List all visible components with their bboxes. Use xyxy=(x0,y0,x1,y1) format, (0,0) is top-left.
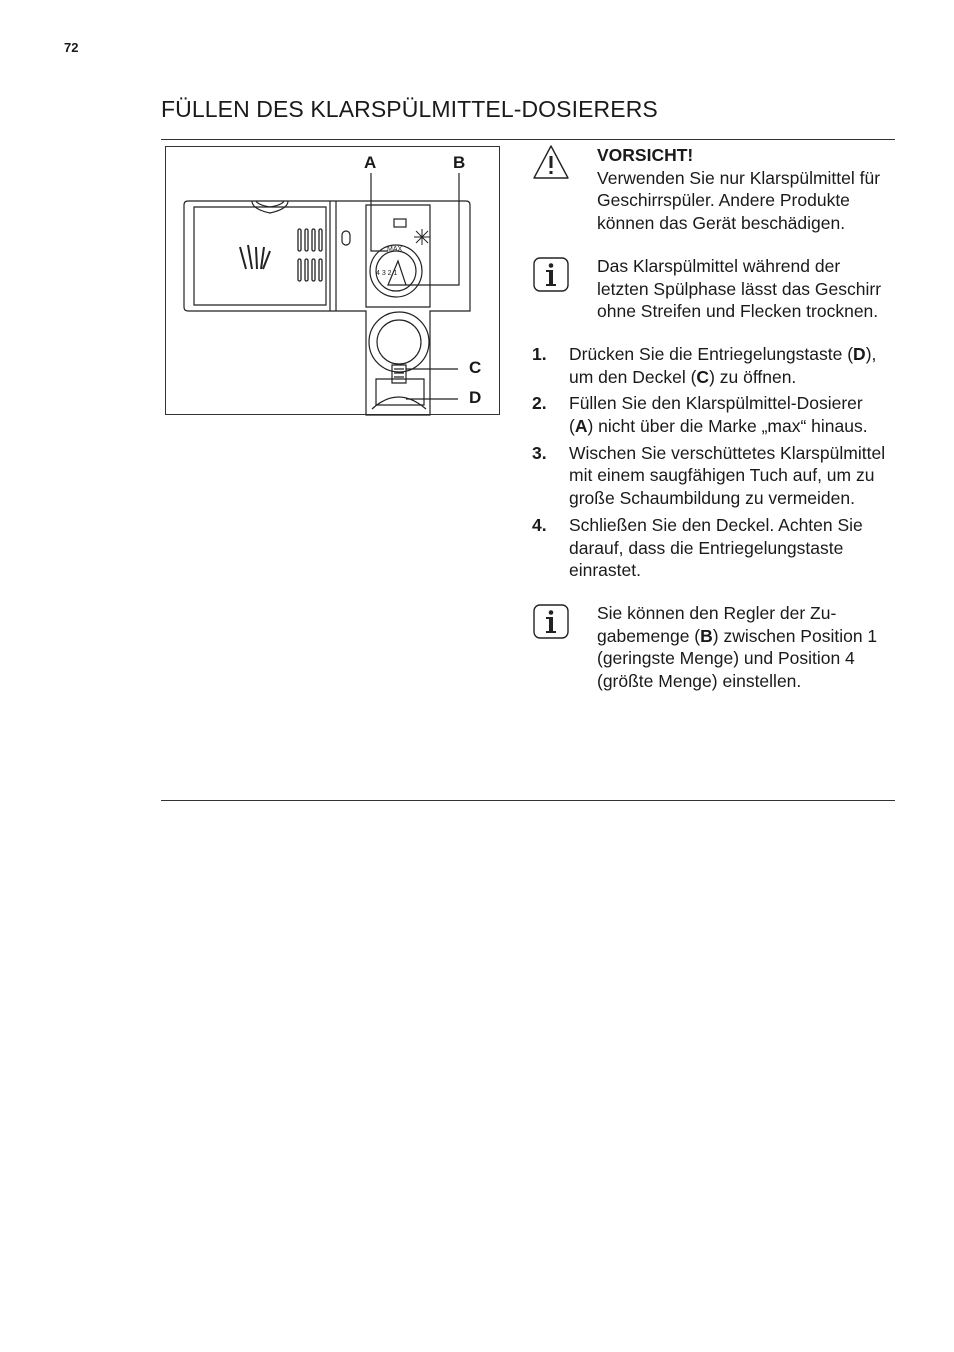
page-number: 72 xyxy=(64,40,79,55)
section-title: FÜLLEN DES KLARSPÜLMITTEL-DOSIERERS xyxy=(161,96,658,122)
step-item: 1. Drücken Sie die Entriegelungstaste (D), um den Deckel (C) zu öffnen. xyxy=(532,343,877,387)
warning-triangle-icon xyxy=(532,144,570,180)
info-notice-1 xyxy=(532,255,888,323)
warning-text: Verwenden Sie nur Klarspülmittel für Geschirrspüler. Andere Produkte können das Gerät beschädigen. xyxy=(597,167,881,234)
info-icon xyxy=(532,604,570,640)
warning-notice xyxy=(532,144,888,235)
figure-label-c: C xyxy=(469,358,482,377)
dispenser-drawing xyxy=(166,147,501,416)
step-number: 1. xyxy=(532,343,547,364)
figure-label-b: B xyxy=(453,153,466,172)
step-number: 2. xyxy=(532,393,547,414)
instructions-column xyxy=(532,144,888,713)
top-divider xyxy=(161,139,895,140)
instruction-steps xyxy=(532,343,888,582)
info-text-1: Das Klarspülmittel während der letzten Spülphase lässt das Geschirr ohne Streifen und Flecken trocknen. xyxy=(597,255,882,322)
step-item: 3. Wischen Sie verschüttetes Klarspülmittel mit einem saugfähigen Tuch auf, um zu große Schaumbildung zu vermeiden. xyxy=(532,442,886,509)
dial-number-text: 4 3 2 1 xyxy=(376,270,398,277)
step-number: 4. xyxy=(532,514,547,535)
step-item: 2. Füllen Sie den Klarspülmittel-Dosierer (A) nicht über die Marke „max“ hinaus. xyxy=(532,393,868,437)
step-item: 4. Schließen Sie den Deckel. Achten Sie darauf, dass die Entriegelungstaste einrastet. xyxy=(532,514,863,581)
warning-heading: VORSICHT! xyxy=(597,145,694,165)
info-notice-2: Sie können den Regler der Zugabemenge (B) zwischen Position 1 (geringste Menge) und Position 4 (größte Menge) einstellen. xyxy=(532,602,888,693)
dispenser-illustration xyxy=(165,146,500,415)
step-number: 3. xyxy=(532,442,547,463)
figure-label-d: D xyxy=(469,388,482,407)
dial-max-text: MAX xyxy=(387,246,403,253)
figure-label-a: A xyxy=(364,153,377,172)
info-icon xyxy=(532,257,570,293)
bottom-divider xyxy=(161,800,895,801)
